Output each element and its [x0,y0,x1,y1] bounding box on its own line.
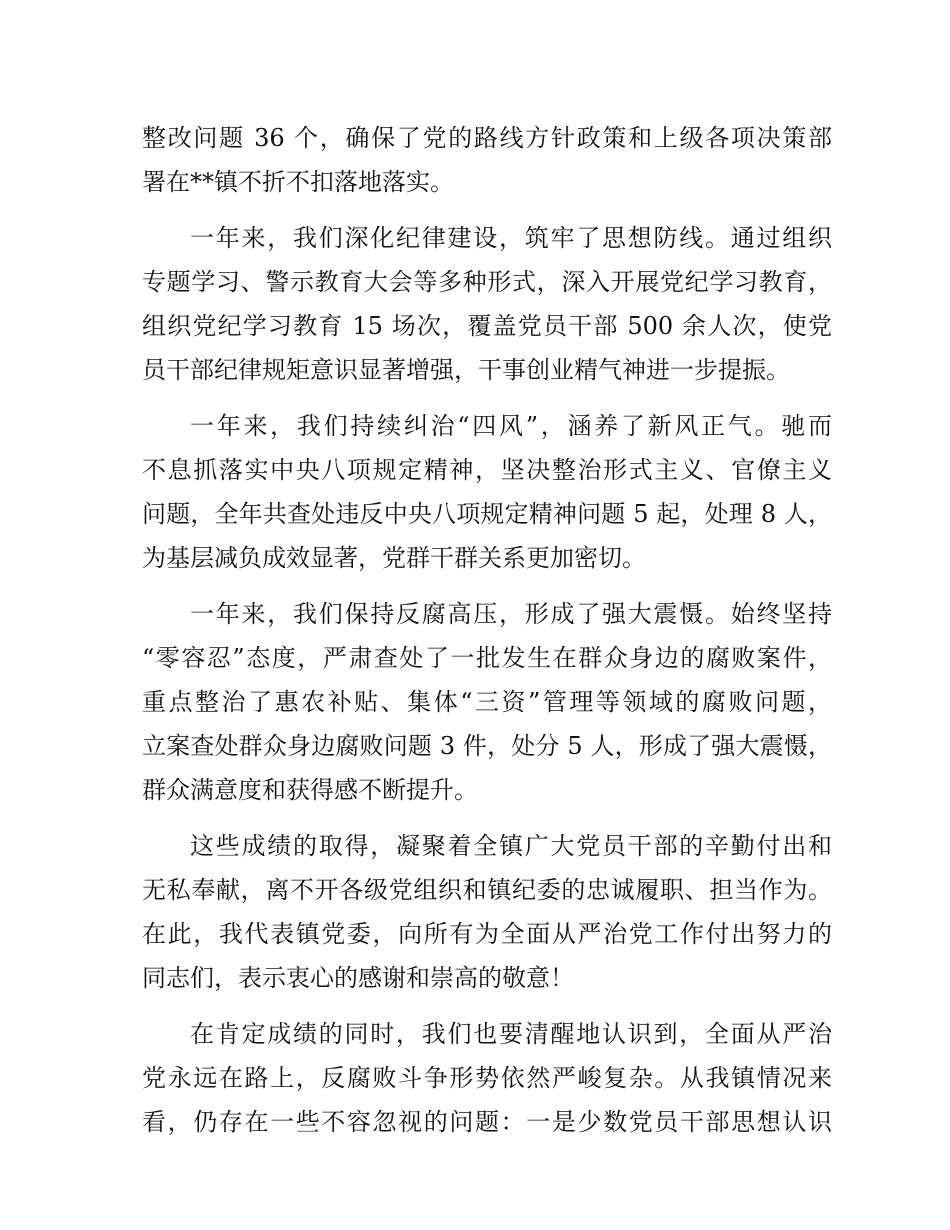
paragraph-discipline [142,216,832,392]
paragraph-continuation [142,116,832,204]
text-line: “零容忍”态度，严肃查处了一批发生在群众身边的腐败案件， [142,644,832,672]
text-line: 无私奉献，离不开各级党组织和镇纪委的忠诚履职、担当作为。 [142,876,832,904]
text-line: 重点整治了惠农补贴、集体“三资”管理等领域的腐败问题， [142,688,832,716]
text-line: 整改问题 36 个，确保了党的路线方针政策和上级各项决策部 [142,124,832,152]
text-line: 员干部纪律规矩意识显著增强，干事创业精气神进一步提振。 [142,356,790,384]
text-line: 署在**镇不折不扣落地落实。 [142,168,454,196]
text-line: 专题学习、警示教育大会等多种形式，深入开展党纪学习教育， [142,268,832,296]
text-line: 一年来，我们深化纪律建设，筑牢了思想防线。通过组织 [190,224,832,252]
text-line: 党永远在路上，反腐败斗争形势依然严峻复杂。从我镇情况来 [142,1064,832,1092]
text-line: 在此，我代表镇党委，向所有为全面从严治党工作付出努力的 [142,920,832,948]
text-line: 组织党纪学习教育 15 场次，覆盖党员干部 500 余人次，使党 [142,312,832,340]
paragraph-problems [142,1012,832,1144]
text-line: 一年来，我们保持反腐高压，形成了强大震慑。始终坚持 [190,600,832,628]
text-line: 为基层减负成效显著，党群干群关系更加密切。 [142,544,646,572]
paragraph-anti-corruption [142,592,832,812]
text-line: 不息抓落实中央八项规定精神，坚决整治形式主义、官僚主义 [142,456,832,484]
paragraph-four-winds [142,404,832,580]
paragraph-gratitude [142,824,832,1000]
text-line: 问题，全年共查处违反中央八项规定精神问题 5 起，处理 8 人， [142,500,832,528]
text-line: 群众满意度和获得感不断提升。 [142,776,478,804]
text-line: 在肯定成绩的同时，我们也要清醒地认识到，全面从严治 [190,1020,832,1048]
text-line: 立案查处群众身边腐败问题 3 件，处分 5 人，形成了强大震慑， [142,732,832,760]
document-body [142,116,832,1156]
text-line: 看，仍存在一些不容忽视的问题：一是少数党员干部思想认识 [142,1108,832,1136]
text-line: 同志们，表示衷心的感谢和崇高的敬意！ [142,964,574,992]
text-line: 一年来，我们持续纠治“四风”，涵养了新风正气。驰而 [190,412,832,440]
text-line: 这些成绩的取得，凝聚着全镇广大党员干部的辛勤付出和 [190,832,832,860]
